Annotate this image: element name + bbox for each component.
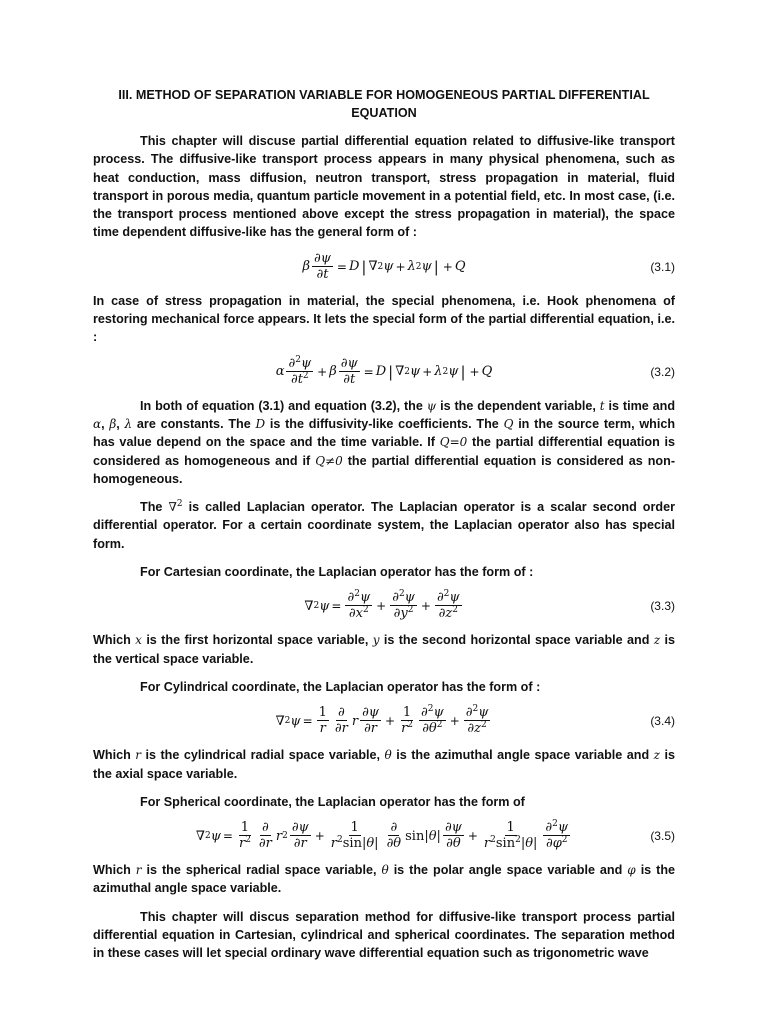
paragraph-spherical-vars: Which r is the spherical radial space variable, θ is the polar angle space variable and φ is the azimuthal angle space variable. [93, 863, 676, 896]
paragraph-cartesian: For Cartesian coordinate, the Laplacian operator has the form of : [140, 565, 534, 580]
paragraph-separation: This chapter will discus separation method for diffusive-like transport process partial differential equation in Cartesian, cylindrical and spherical coordinates. The separation method in these cases will let special ordinary wave differential equation such as trigonometric wave [93, 909, 675, 961]
equation-3-4 [93, 706, 675, 736]
equation-3-2 [93, 354, 675, 387]
equation-3-1 [93, 252, 675, 282]
section-heading: III. METHOD OF SEPARATION VARIABLE FOR HOMOGENEOUS PARTIAL DIFFERENTIAL EQUATION [118, 88, 650, 120]
paragraph-laplacian: The ∇$^2$ is called Laplacian operator. The Laplacian operator is a scalar second order differential operator. For a certain coordinate system, the Laplacian operator also has special form. [93, 499, 676, 551]
equation-number: (3.5) [650, 829, 675, 844]
equation-3-5-expression: ∇ 2 ψ = $\frac{1}{r^2}$ $\frac{\partial}{\partial r}$ r 2 $\frac{\partial\psi}{\partial r}$ + $\frac{1}{r^2\sin|\theta|}$ $\frac{\partial}{\partial\theta}$ sin| θ | $\frac{\partial\psi}{\partial\theta}$ + $\frac{1}{r^2\sin^2|\theta|}$ $\frac{\partial^2\psi}{\partial\varphi^2}$ [195, 819, 569, 852]
page-content [93, 86, 675, 973]
paragraph-cartesian-vars: Which x is the first horizontal space variable, y is the second horizontal space variable and z is the vertical space variable. [93, 633, 676, 666]
paragraph-variables: In both of equation (3.1) and equation (3.2), the ψ is the dependent variable, t is time and α, β, λ are constants. The D is the diffusivity-like coefficients. The Q in the source term, which has value depend on the space and the time variable. If Q=0 the partial differential equation is considered as homogeneous and if Q≠0 the partial differential equation is considered as non-homogeneous. [93, 398, 676, 486]
paragraph-stress: In case of stress propagation in material, the special phenomena, i.e. Hook phenomena of restoring mechanical force appears. It lets the special form of the partial differential equation, i.e. : [93, 293, 675, 345]
paragraph-cylindrical-vars: Which r is the cylindrical radial space variable, θ is the azimuthal angle space variable and z is the axial space variable. [93, 748, 675, 781]
equation-number: (3.3) [650, 599, 675, 614]
equation-3-3-expression: ∇ 2 ψ = $\frac{\partial^2\psi}{\partial x^2}$ + $\frac{\partial^2\psi}{\partial y^2}$ + $\frac{\partial^2\psi}{\partial z^2}$ [304, 589, 460, 622]
paragraph-intro: This chapter will discuse partial differential equation related to diffusive-like transport process. The diffusive-like transport process appears in many physical phenomena, such as heat conduction, mass diffusion, neutron transport, stress propagation in material, fluid transport in porous media, quantum particle movement in a potential field, etc. In most case, (i.e. the transport process mentioned above except the stress propagation in material), the space time dependent diffusive-like has the general form of : [93, 134, 675, 240]
equation-3-5 [93, 821, 675, 851]
equation-number: (3.1) [650, 259, 675, 274]
equation-number: (3.2) [650, 364, 675, 379]
equation-number: (3.4) [650, 714, 675, 729]
paragraph-spherical: For Spherical coordinate, the Laplacian operator has the form of [140, 794, 525, 809]
equation-3-4-expression: ∇ 2 ψ = $\frac{1}{r}$ $\frac{\partial}{\partial r}$ r $\frac{\partial\psi}{\partial r}$ + $\frac{1}{r^2}$ $\frac{\partial^2\psi}{\partial\theta^2}$ + $\frac{\partial^2\psi}{\partial z^2}$ [275, 704, 489, 737]
paragraph-cylindrical: For Cylindrical coordinate, the Laplacian operator has the form of : [140, 679, 541, 694]
equation-3-2-expression: α $\frac{\partial^2\psi}{\partial t^2}$ + β $\frac{\partial\psi}{\partial t}$ = D | ∇ 2 ψ + λ 2 ψ | + Q [275, 354, 493, 387]
equation-3-1-expression: β $\frac{\partial\psi}{\partial t}$ = D | ∇ 2 ψ + λ 2 ψ | + Q [302, 250, 466, 282]
equation-3-3 [93, 591, 675, 621]
